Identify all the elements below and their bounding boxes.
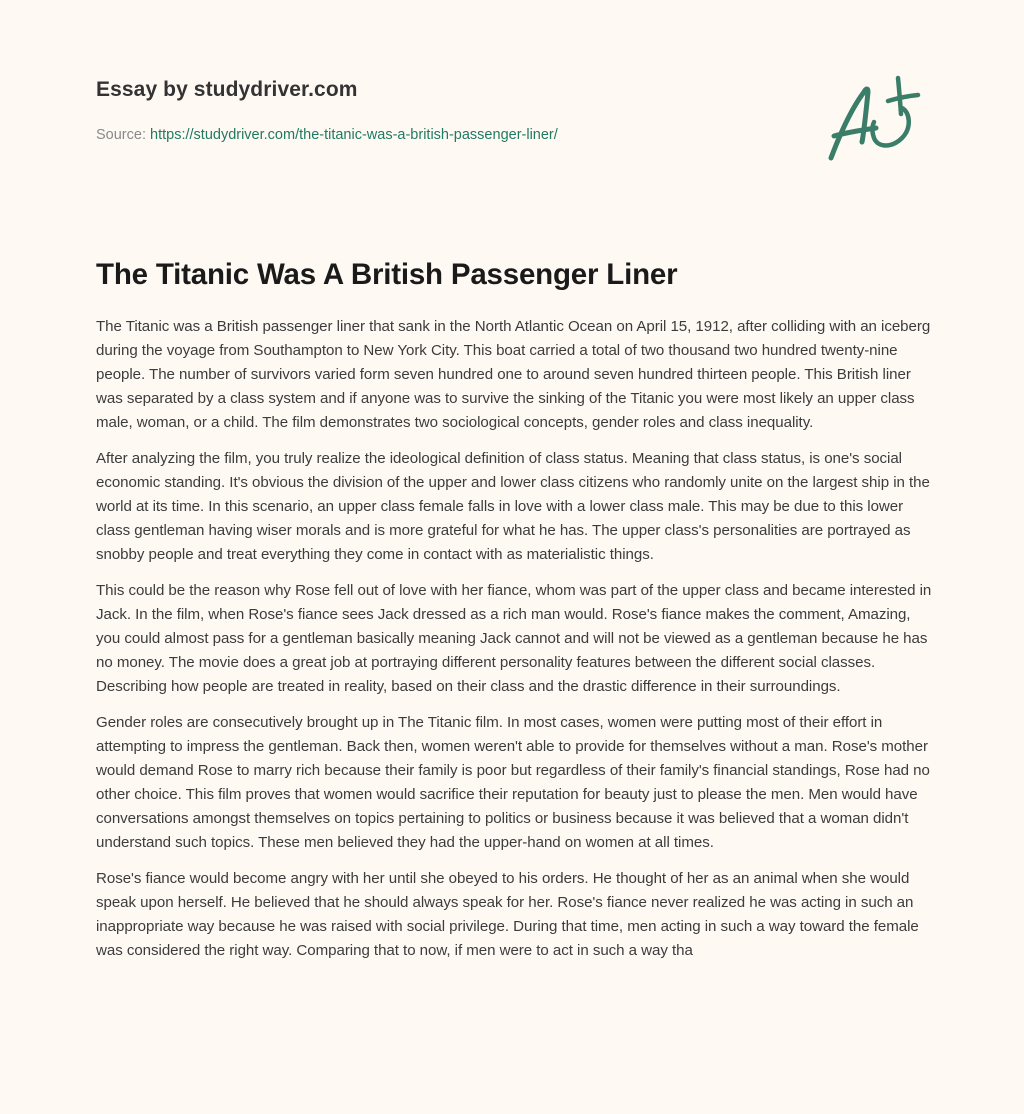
paragraph: The Titanic was a British passenger liner that sank in the North Atlantic Ocean on April 15, 1912, after colliding with an iceberg during the voyage from Southampton to New York City. This boat carried a total of two thousand two hundred twenty-nine people. The number of survivors varied form seven hundred one to around seven hundred thirteen people. This British liner was separated by a class system and if anyone was to survive the sinking of the Titanic you were most likely an upper class male, woman, or a child. The film demonstrates two sociological concepts, gender roles and class inequality. — [96, 318, 931, 431]
source-link[interactable]: https://studydriver.com/the-titanic-was-a-british-passenger-liner/ — [150, 127, 558, 143]
page-header — [96, 76, 796, 145]
source-label: Source: — [96, 127, 146, 143]
document-title: The Titanic Was A British Passenger Liner — [96, 258, 678, 291]
paragraph: This could be the reason why Rose fell out of love with her fiance, whom was part of the upper class and became interested in Jack. In the film, when Rose's fiance sees Jack dressed as a rich man would. Rose's fiance makes the comment, Amazing, you could almost pass for a gentleman basically meaning Jack cannot and will not be viewed as a gentleman because he has no money. The movie does a great job at portraying different personality features between the different social classes. Describing how people are treated in reality, based on their class and the drastic difference in their surroundings. — [96, 582, 932, 695]
paragraph: After analyzing the film, you truly realize the ideological definition of class status. Meaning that class status, is one's social economic standing. It's obvious the division of the upper and lower class citizens who randomly unite on the largest ship in the world at its time. In this scenario, an upper class female falls in love with a lower class male. This may be due to this lower class gentleman having wiser morals and is more grateful for what he has. The upper class's personalities are portrayed as snobby people and treat everything they come in contact with as materialistic things. — [96, 450, 930, 563]
essay-body — [96, 315, 936, 975]
source-line — [96, 125, 796, 145]
paragraph: Gender roles are consecutively brought up in The Titanic film. In most cases, women were putting most of their effort in attempting to impress the gentleman. Back then, women weren't able to provide for themselves without a man. Rose's mother would demand Rose to marry rich because their family is poor but regardless of their family's financial standings, Rose had no other choice. This film proves that women would sacrifice their reputation for beauty just to please the men. Men would have conversations amongst themselves on topics pertaining to politics or business because it was believed that a woman didn't understand such topics. These men believed they had the upper-hand on women at all times. — [96, 714, 930, 851]
a-plus-grade-icon — [822, 68, 926, 164]
paragraph: Rose's fiance would become angry with her until she obeyed to his orders. He thought of her as an animal when she would speak upon herself. He believed that he should always speak for her. Rose's fiance never realized he was acting in such an inappropriate way because he was raised with social privilege. During that time, men acting in such a way toward the female was considered the right way. Comparing that to now, if men were to act in such a way tha — [96, 870, 919, 959]
site-title: Essay by studydriver.com — [96, 78, 358, 101]
